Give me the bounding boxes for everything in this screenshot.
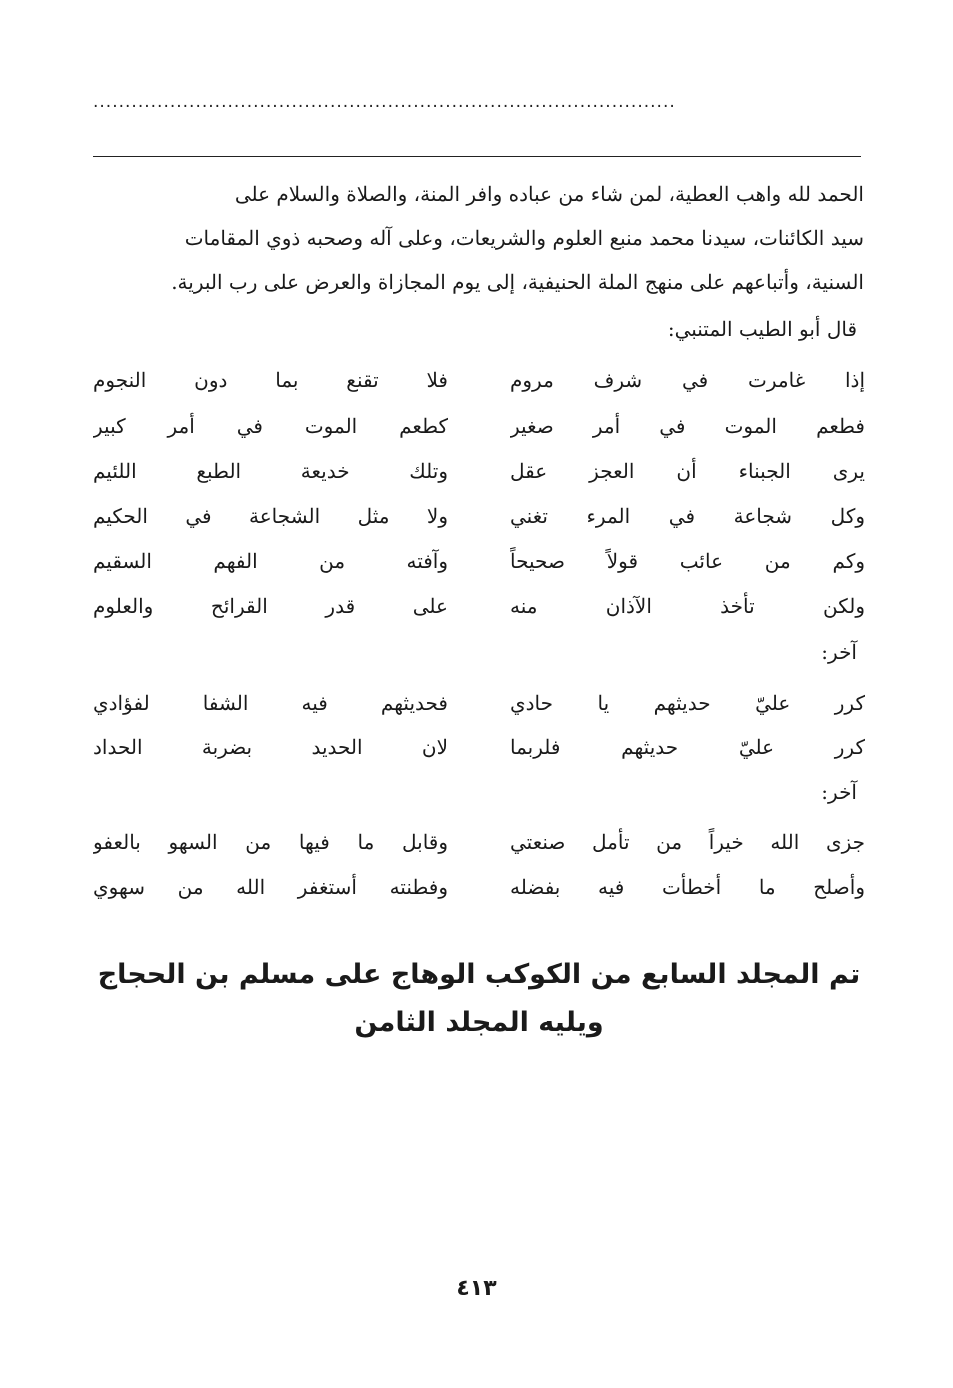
verse-second-hemistich: وقابل ما فيها من السهو بالعفو xyxy=(93,830,448,854)
verse xyxy=(93,826,865,858)
verse xyxy=(93,455,865,487)
verse-second-hemistich: وآفته من الفهم السقيم xyxy=(93,549,448,573)
verse xyxy=(93,545,865,577)
verse-second-hemistich: وتلك خديعة الطبع اللئيم xyxy=(93,459,448,483)
verse-second-hemistich: فحديثهم فيه الشفا لفؤادي xyxy=(93,691,448,715)
verse xyxy=(93,410,865,442)
verse xyxy=(93,364,865,396)
verse xyxy=(93,871,865,903)
paragraph-line: السنية، وأتباعهم على منهج الملة الحنيفية، إلى يوم المجازاة والعرض على رب البرية. xyxy=(171,270,864,294)
verse xyxy=(93,500,865,532)
verse-second-hemistich: وفطنته أستغفر الله من سهوي xyxy=(93,875,448,899)
next-volume-note: ويليه المجلد الثامن xyxy=(354,1007,604,1038)
poem-intro: آخر: xyxy=(821,640,857,664)
verse-second-hemistich: لان الحديد بضربة الحداد xyxy=(93,735,448,759)
verse-second-hemistich: كطعم الموت في أمر كبير xyxy=(93,414,448,438)
verse-first-hemistich: كرر عليّ حديثهم فلربما xyxy=(510,735,865,759)
verse-first-hemistich: كرر عليّ حديثهم يا حادي xyxy=(510,691,865,715)
verse-second-hemistich: ولا مثل الشجاعة في الحكيم xyxy=(93,504,448,528)
verse-first-hemistich: جزى الله خيراً من تأمل صنعتي xyxy=(510,830,865,854)
verse xyxy=(93,687,865,719)
paragraph-line: سيد الكائنات، سيدنا محمد منبع العلوم والشريعات، وعلى آله وصحبه ذوي المقامات xyxy=(184,226,864,250)
verse-first-hemistich: ولكن تأخذ الآذان منه xyxy=(510,594,865,618)
poem-intro: قال أبو الطيب المتنبي: xyxy=(667,317,857,341)
verse-first-hemistich: وكم من عائب قولاً صحيحاً xyxy=(510,549,865,573)
verse-first-hemistich: يرى الجبناء أن العجز عقل xyxy=(510,459,865,483)
verse xyxy=(93,590,865,622)
verse-first-hemistich: فطعم الموت في أمر صغير xyxy=(510,414,865,438)
volume-end-title: تم المجلد السابع من الكوكب الوهاج على مسلم بن الحجاج xyxy=(97,959,861,990)
verse-first-hemistich: وكل شجاعة في المرء تغني xyxy=(510,504,865,528)
opening-paragraph xyxy=(93,172,864,304)
header-rule xyxy=(93,156,861,157)
verse-first-hemistich: إذا غامرت في شرف مروم xyxy=(510,368,865,392)
verse xyxy=(93,731,865,763)
poem-intro: آخر: xyxy=(821,780,857,804)
verse-second-hemistich: على قدر القرائح والعلوم xyxy=(93,594,448,618)
dotted-header-line: ........................................................................................... xyxy=(93,92,676,112)
verse-second-hemistich: فلا تقنع بما دون النجوم xyxy=(93,368,448,392)
paragraph-line: الحمد لله واهب العطية، لمن شاء من عباده وافر المنة، والصلاة والسلام على xyxy=(234,182,864,206)
page-number: ٤١٣ xyxy=(456,1276,497,1301)
verse-first-hemistich: وأصلح ما أخطأت فيه بفضله xyxy=(510,875,865,899)
